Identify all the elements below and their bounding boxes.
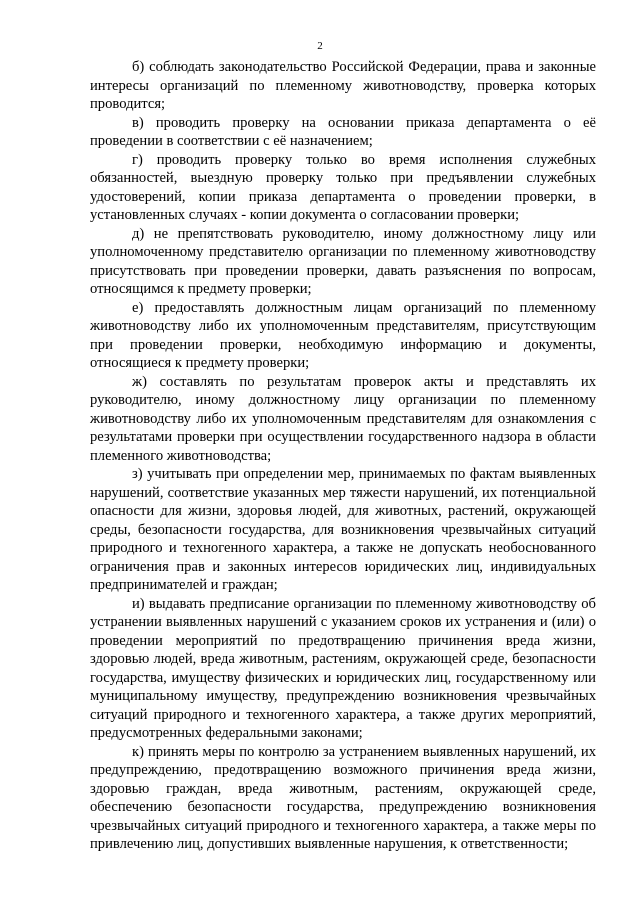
paragraph-zh: ж) составлять по результатам проверок акты и представлять их руководителю, иному должностному лицу организации по племенному животноводству либо их уполномоченным представителям для ознакомления с результатами проверки при осуществлении государственного надзора в области племенного животноводства; <box>90 373 596 464</box>
paragraph-k: к) принять меры по контролю за устранением выявленных нарушений, их предупреждению, предотвращению возможного причинения вреда жизни, здоровью граждан, вреда животным, растениям, окружающей среде, обеспечению безопасности государства, предупреждению возникновения чрезвычайных ситуаций природного и техногенного характера, а также меры по привлечению лиц, допустивших выявленные нарушения, к ответственности; <box>90 743 596 852</box>
paragraph-d: д) не препятствовать руководителю, иному должностному лицу или уполномоченному представителю организации по племенному животноводству присутствовать при проведении проверки, давать разъяснения по вопросам, относящимся к предмету проверки; <box>90 225 596 297</box>
paragraph-e: е) предоставлять должностным лицам организаций по племенному животноводству либо их уполномоченным представителям, присутствующим при проведении проверки, необходимую информацию и документы, относящиеся к предмету проверки; <box>90 299 596 371</box>
document-body <box>90 58 596 854</box>
paragraph-z: з) учитывать при определении мер, принимаемых по фактам выявленных нарушений, соответствие указанных мер тяжести нарушений, их потенциальной опасности для жизни, здоровья людей, для животных, растений, окружающей среды, безопасности государства, для возникновения чрезвычайных ситуаций природного и техногенного характера, а также не допускать необоснованного ограничения прав и законных интересов юридических лиц, индивидуальных предпринимателей и граждан; <box>90 466 596 593</box>
page-number: 2 <box>317 40 323 52</box>
paragraph-b: б) соблюдать законодательство Российской Федерации, права и законные интересы организаций по племенному животноводству, проверка которых проводится; <box>90 59 596 112</box>
paragraph-i: и) выдавать предписание организации по племенному животноводству об устранении выявленных нарушений с указанием сроков их устранения и (или) о проведении мероприятий по предотвращению причинения вреда жизни, здоровью людей, вреда животным, растениям, окружающей среде, безопасности государства, имуществу физических и юридических лиц, государственному или муниципальному имуществу, предупреждению возникновения чрезвычайных ситуаций природного и техногенного характера, а также других мероприятий, предусмотренных федеральными законами; <box>90 595 596 741</box>
paragraph-v: в) проводить проверку на основании приказа департамента о её проведении в соответствии с её назначением; <box>90 114 596 149</box>
paragraph-g: г) проводить проверку только во время исполнения служебных обязанностей, выездную проверку только при предъявлении служебных удостоверений, копии приказа департамента о проведении проверки, в установленных случаях - копии документа о согласовании проверки; <box>90 151 596 223</box>
